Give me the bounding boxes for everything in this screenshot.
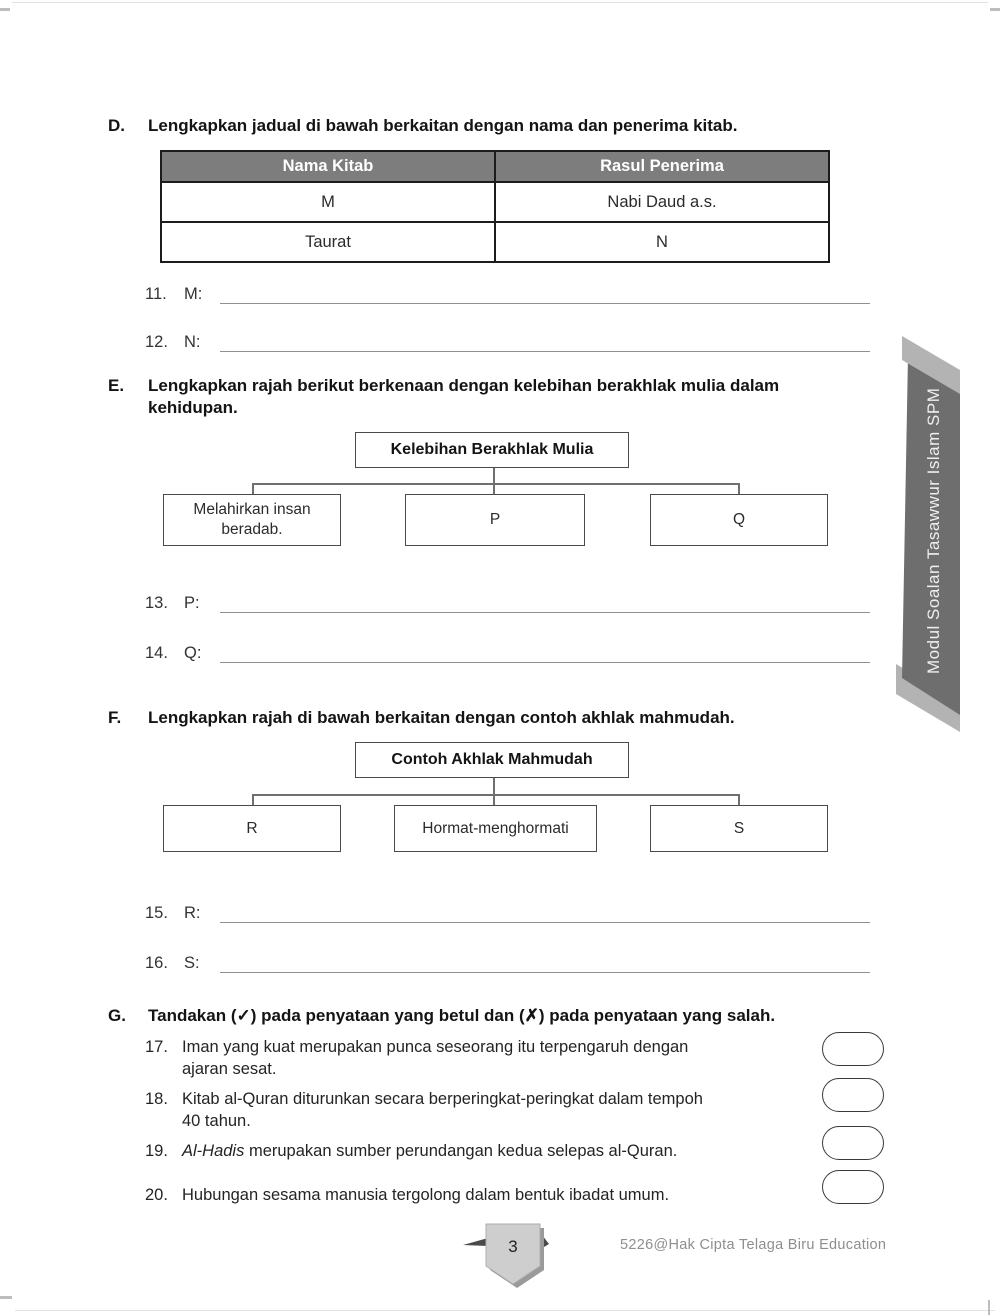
item-number: 18. [145,1090,168,1108]
table-cell: N [495,222,829,262]
item-label: P: [184,594,200,612]
item-number: 13. [145,594,168,612]
item-label: Q: [184,644,202,662]
statement-text: Hubungan sesama manusia tergolong dalam bentuk ibadat umum. [182,1186,670,1204]
crop-mark [0,1296,12,1299]
statement-text: Al-Hadis merupakan sumber perundangan kedua selepas al-Quran. [182,1142,678,1160]
table-cell: M [161,182,495,222]
answer-row [145,642,870,663]
section-letter: G. [108,1006,126,1025]
connector-line [493,468,495,495]
table-header-row [161,151,829,182]
item-label: N: [184,333,201,351]
crop-mark [0,8,10,11]
section-letter: D. [108,116,125,135]
page-number: 3 [508,1237,518,1256]
section-instruction: Tandakan (✓) pada penyataan yang betul dan (✗) pada penyataan yang salah. [148,1006,776,1025]
crop-mark [15,1310,995,1311]
item-number: 20. [145,1186,168,1204]
section-d-heading [108,115,853,137]
crop-mark [12,2,988,3]
item-label: R: [184,904,201,922]
table-row [161,222,829,262]
diagram-kelebihan [160,432,830,548]
item-label: M: [184,285,203,303]
kitab-table [160,150,830,263]
statement-row [145,1184,805,1206]
table-header-cell: Nama Kitab [161,151,495,182]
side-tab-label: Modul Soalan Tasawwur Islam SPM [924,387,943,675]
item-number: 11. [145,285,167,303]
answer-line[interactable] [220,331,870,352]
item-number: 19. [145,1142,168,1160]
statement-row [145,1140,805,1162]
item-number: 15. [145,904,168,922]
answer-line[interactable] [220,283,870,304]
diagram-child-box: Q [650,494,828,546]
connector-line [493,778,495,806]
crop-mark [990,8,1000,11]
answer-line[interactable] [220,642,870,663]
statement-row [145,1036,805,1080]
answer-line[interactable] [220,902,870,923]
answer-box[interactable] [822,1126,884,1160]
table-cell: Nabi Daud a.s. [495,182,829,222]
diagram-child-box: Hormat-menghormati [394,805,597,852]
answer-line[interactable] [220,592,870,613]
answer-box[interactable] [822,1170,884,1204]
diagram-child-box: S [650,805,828,852]
answer-row [145,283,870,304]
section-instruction: Lengkapkan rajah di bawah berkaitan dengan contoh akhlak mahmudah. [148,708,735,727]
diagram-child-box: Melahirkan insan beradab. [163,494,341,546]
diagram-child-box: R [163,805,341,852]
answer-row [145,592,870,613]
table-row [161,182,829,222]
answer-box[interactable] [822,1078,884,1112]
item-number: 17. [145,1038,168,1056]
item-number: 16. [145,954,168,972]
connector-line [252,483,740,485]
section-e-heading [108,375,853,419]
answer-box[interactable] [822,1032,884,1066]
item-label: S: [184,954,200,972]
answer-row [145,902,870,923]
answer-row [145,952,870,973]
diagram-root-box: Kelebihan Berakhlak Mulia [355,432,629,468]
item-number: 14. [145,644,168,662]
section-letter: E. [108,376,125,395]
page-number-badge [455,1218,555,1293]
diagram-child-box: P [405,494,585,546]
answer-line[interactable] [220,952,870,973]
table-header-cell: Rasul Penerima [495,151,829,182]
crop-mark [988,1300,990,1315]
connector-line [252,794,740,796]
section-instruction: Lengkapkan jadual di bawah berkaitan dengan nama dan penerima kitab. [148,116,738,135]
table-cell: Taurat [161,222,495,262]
section-g-heading [108,1005,853,1027]
section-letter: F. [108,708,122,727]
diagram-contoh [160,742,830,854]
statement-text: Iman yang kuat merupakan punca seseorang itu terpengaruh dengan ajaran sesat. [182,1038,689,1078]
item-number: 12. [145,333,168,351]
statement-row [145,1088,805,1132]
copyright-text: 5226@Hak Cipta Telaga Biru Education [620,1237,887,1253]
section-f-heading [108,707,853,729]
statement-text: Kitab al-Quran diturunkan secara berperingkat-peringkat dalam tempoh 40 tahun. [182,1090,703,1130]
answer-row [145,331,870,352]
section-instruction: Lengkapkan rajah berikut berkenaan dengan kelebihan berakhlak mulia dalam kehidupan. [148,376,780,417]
diagram-root-box: Contoh Akhlak Mahmudah [355,742,629,778]
